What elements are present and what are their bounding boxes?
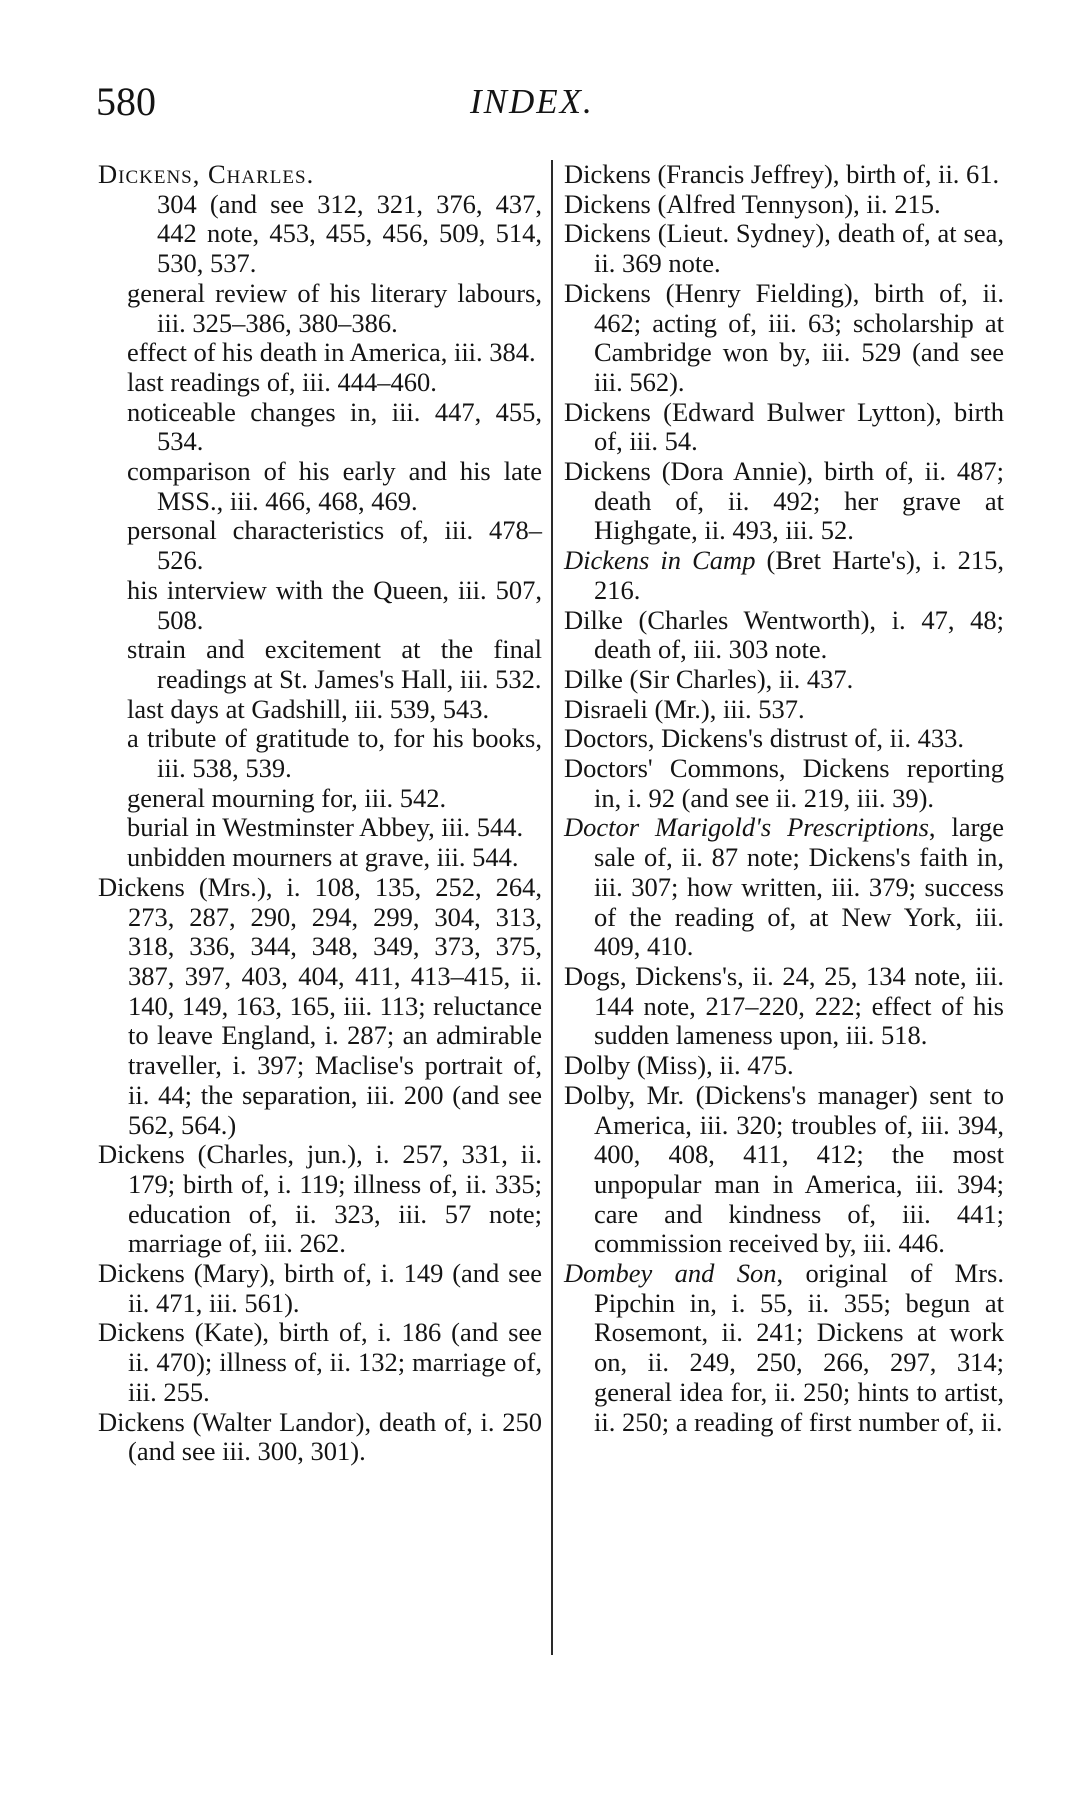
entry-title: Doctor Marigold's Prescriptions [564, 812, 929, 843]
index-entry [564, 606, 1004, 665]
index-entry [564, 279, 1004, 398]
index-entry [564, 1051, 1004, 1081]
sub-entry: general review of his literary labours, iii. 325–386, 380–386. [127, 277, 542, 338]
running-head: INDEX. [470, 82, 594, 121]
entry-text: (Bret Harte's), i. 215, 216. [594, 545, 1004, 605]
index-entry: Dickens (Kate), birth of, i. 186 (and see ii. 470); illness of, ii. 132; marriage of, iii. 255. [98, 1317, 542, 1407]
entry-text: Doctors, Dickens's distrust of, ii. 433. [564, 723, 965, 754]
index-entry [564, 190, 1004, 220]
index-entry: Dickens (Mary), birth of, i. 149 (and see ii. 471, iii. 561). [98, 1258, 542, 1318]
left-column [98, 160, 542, 1467]
index-entry: Dickens (Mrs.), i. 108, 135, 252, 264, 273, 287, 290, 294, 299, 304, 313, 318, 336, 344, 348, 349, 373, 375, 387, 397, 403, 404, 411, 413–415, ii. 140, 149, 163, 165, iii. 113; reluctance to leave England, i. 287; an admirable traveller, i. 397; Maclise's portrait of, ii. 44; the separation, iii. 200 (and see 562, 564.) [98, 871, 542, 1140]
index-entry [564, 398, 1004, 457]
entry-text: Disraeli (Mr.), iii. 537. [564, 693, 805, 724]
sub-entry: burial in Westminster Abbey, iii. 544. [127, 812, 524, 843]
sub-entry: general mourning for, iii. 542. [127, 782, 447, 813]
entry-text: Dickens (Francis Jeffrey), birth of, ii. 61. [564, 159, 1000, 189]
sub-entry: his interview with the Queen, iii. 507, 508. [127, 574, 542, 635]
index-entry [564, 695, 1004, 725]
index-entry [564, 724, 1004, 754]
entry-text: Dilke (Charles Wentworth), i. 47, 48; death of, iii. 303 note. [564, 604, 1004, 665]
index-entry: Dickens (Charles, jun.), i. 257, 331, ii. 179; birth of, i. 119; illness of, ii. 335; education of, ii. 323, iii. 57 note; marriage of, iii. 262. [98, 1139, 542, 1259]
index-entry [564, 457, 1004, 546]
entry-text: Dickens (Henry Fielding), birth of, ii. 462; acting of, iii. 63; scholarship at Cambridge won by, iii. 529 (and see iii. 562). [564, 277, 1004, 397]
sub-entry: unbidden mourners at grave, iii. 544. [127, 842, 519, 873]
sub-entry: comparison of his early and his late MSS., iii. 466, 468, 469. [127, 456, 542, 516]
entry-title: Dombey and Son [564, 1258, 777, 1289]
entry-text: Doctors' Commons, Dickens reporting in, i. 92 (and see ii. 219, iii. 39). [564, 753, 1004, 813]
sub-entry: personal characteristics of, iii. 478–526. [127, 515, 542, 576]
sub-entry: last readings of, iii. 444–460. [127, 366, 437, 397]
index-entry [564, 1259, 1004, 1437]
index-entry [564, 219, 1004, 278]
index-entry [564, 962, 1004, 1051]
index-entry [564, 160, 1004, 190]
entry-text: , large sale of, ii. 87 note; Dickens's faith in, iii. 307; how written, iii. 379; success of the reading of, at New York, iii. 409, 410. [594, 812, 1004, 962]
entry-text: Dickens (Edward Bulwer Lytton), birth of, iii. 54. [564, 396, 1004, 457]
index-entry [564, 665, 1004, 695]
index-entry [564, 546, 1004, 605]
entry-title: Dickens in Camp [564, 545, 756, 576]
index-entry [564, 1081, 1004, 1259]
sub-entry: a tribute of gratitude to, for his books, iii. 538, 539. [127, 723, 542, 784]
entry-text: Dolby (Miss), ii. 475. [564, 1050, 794, 1081]
entry-text: Dickens (Dora Annie), birth of, ii. 487; death of, ii. 492; her grave at Highgate, ii. 493, iii. 52. [564, 456, 1004, 546]
index-entry [564, 813, 1004, 962]
index-entry: Dickens (Walter Landor), death of, i. 250 (and see iii. 300, 301). [98, 1406, 542, 1467]
entry-text: , original of Mrs. Pipchin in, i. 55, ii. 355; begun at Rosemont, ii. 241; Dickens at work on, ii. 249, 250, 266, 297, 314; general idea for, ii. 250; hints to artist, ii. 250; a reading of first number of, ii. [594, 1258, 1004, 1437]
index-entry [564, 754, 1004, 813]
entry-text: Dickens (Lieut. Sydney), death of, at sea, ii. 369 note. [564, 218, 1004, 279]
sub-entry: effect of his death in America, iii. 384. [127, 337, 536, 368]
column-divider [551, 160, 553, 1655]
entry-text: Dogs, Dickens's, ii. 24, 25, 134 note, iii. 144 note, 217–220, 222; effect of his sudden lameness upon, iii. 518. [564, 960, 1004, 1051]
right-column [564, 160, 1004, 1437]
entry-text: Dolby, Mr. (Dickens's manager) sent to America, iii. 320; troubles of, iii. 394, 400, 408, 411, 412; the most unpopular man in America, iii. 394; care and kindness of, iii. 441; commission received by, iii. 446. [564, 1079, 1004, 1259]
page-number: 580 [96, 79, 156, 124]
sub-entry: 304 (and see 312, 321, 376, 437, 442 note, 453, 455, 456, 509, 514, 530, 537. [157, 188, 542, 279]
entry-text: Dilke (Sir Charles), ii. 437. [564, 663, 854, 694]
main-heading: Dickens, Charles. [98, 159, 315, 189]
entry-text: Dickens (Alfred Tennyson), ii. 215. [564, 188, 941, 219]
sub-entry: noticeable changes in, iii. 447, 455, 534. [127, 396, 542, 457]
sub-entry: last days at Gadshill, iii. 539, 543. [127, 693, 490, 724]
sub-entry: strain and excitement at the final readings at St. James's Hall, iii. 532. [127, 634, 542, 694]
